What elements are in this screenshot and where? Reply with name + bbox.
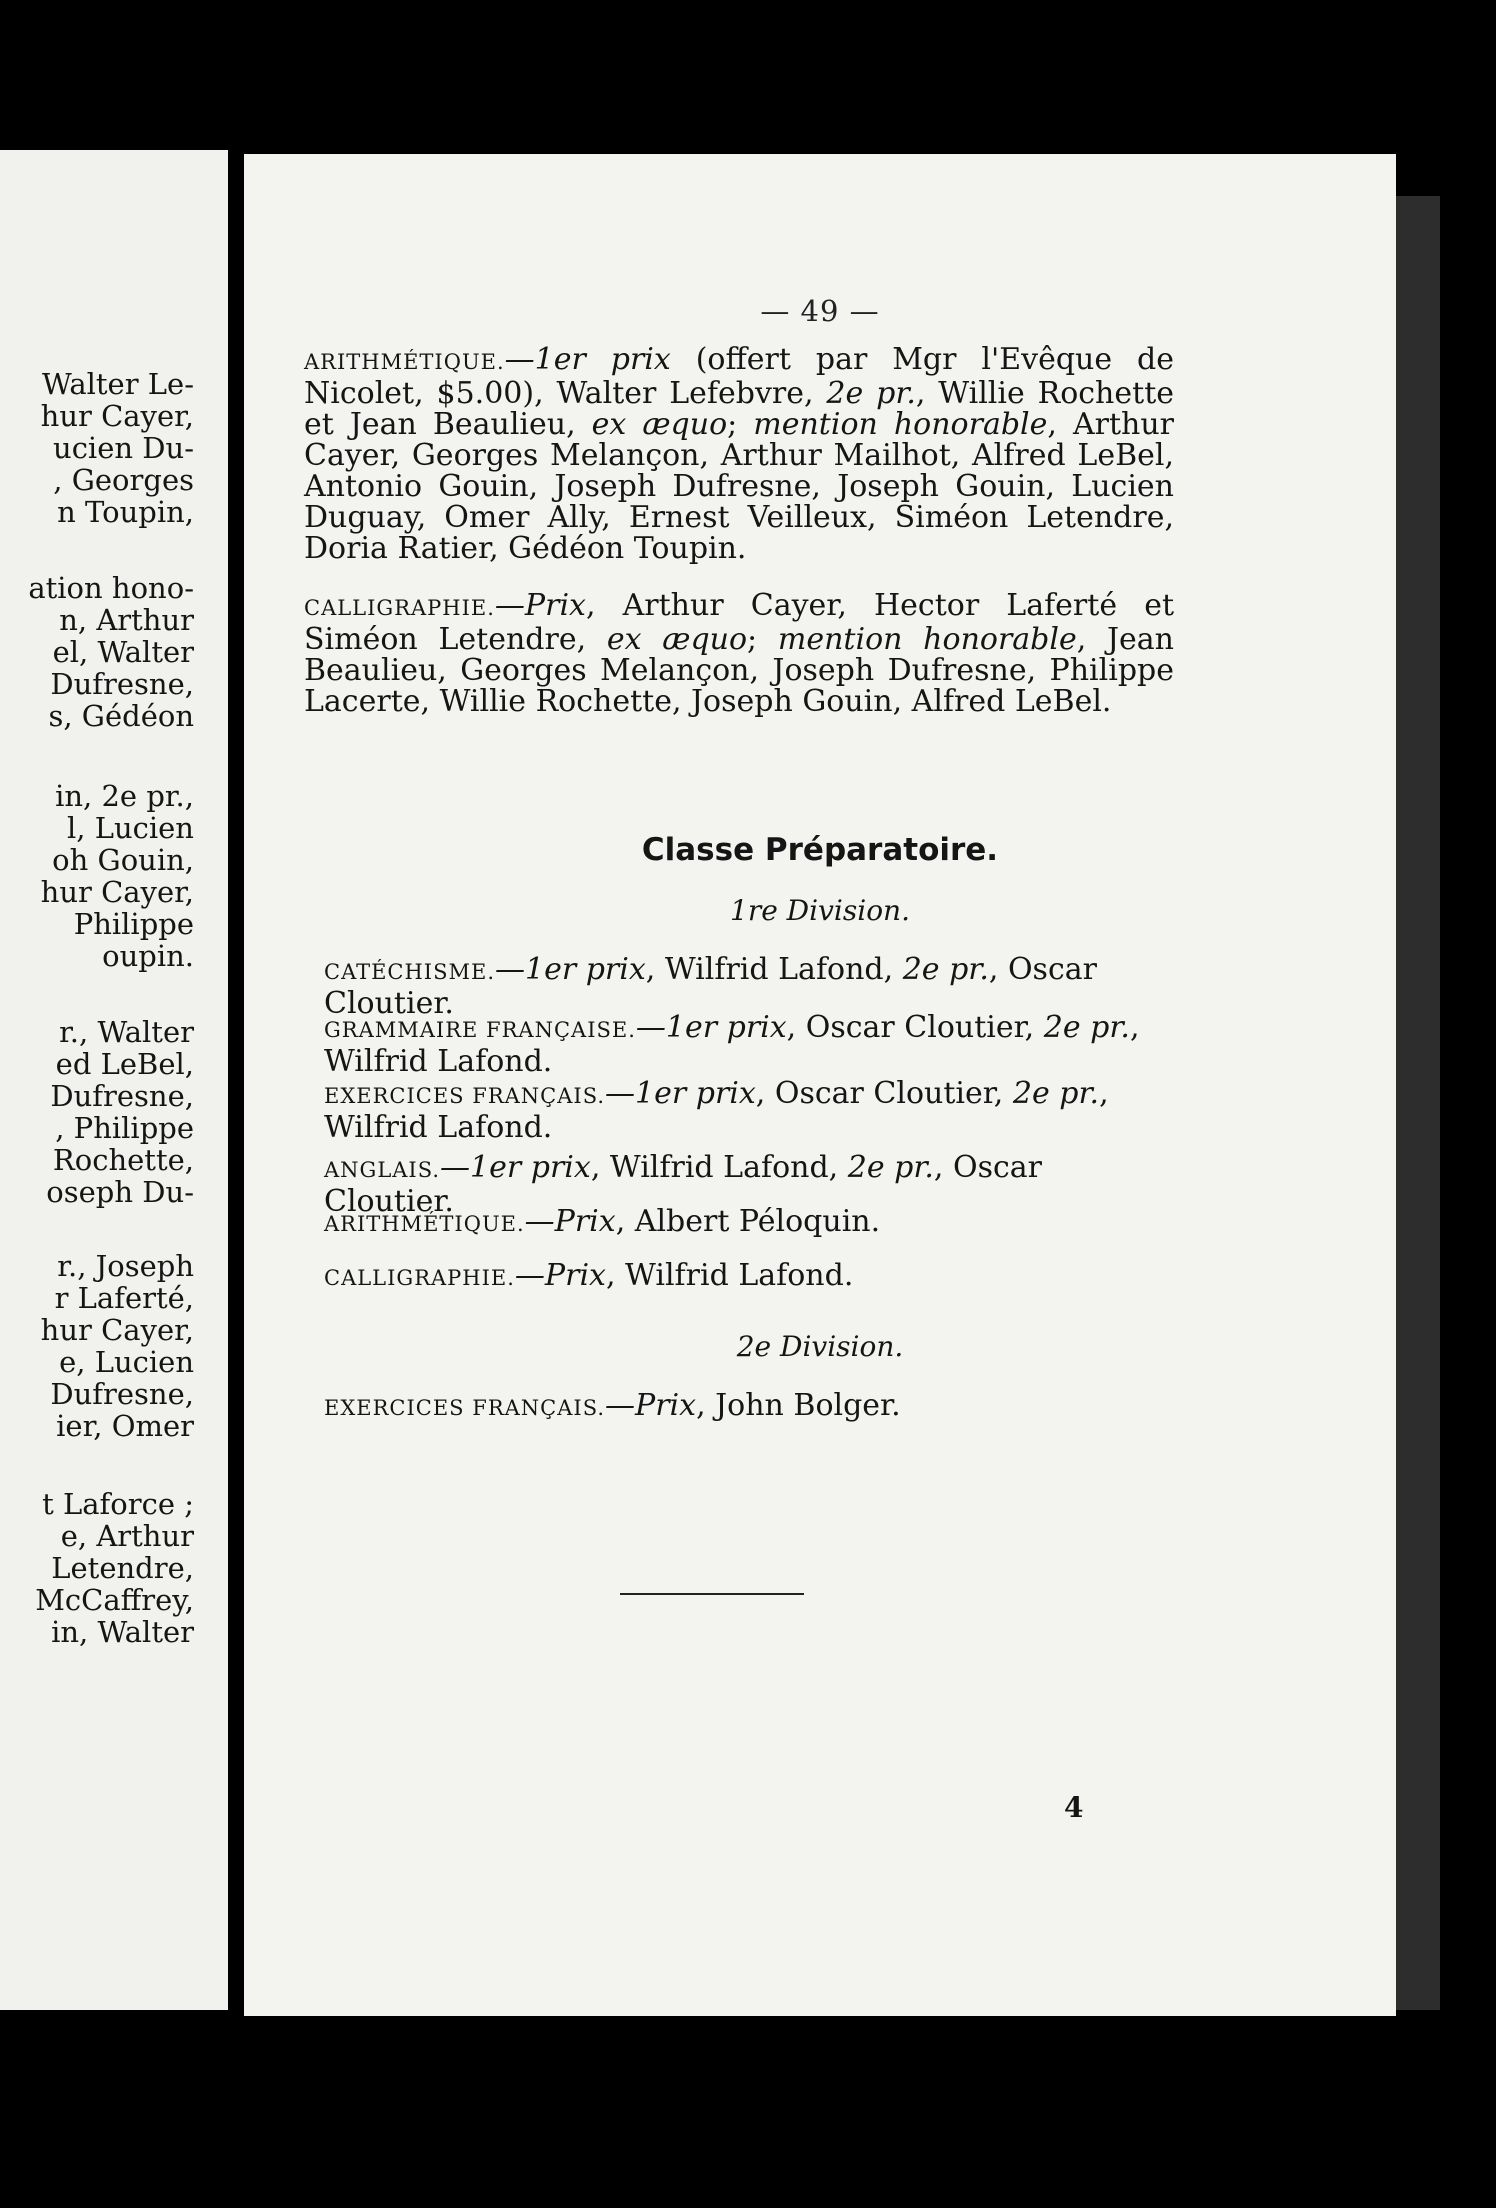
left-page-line: Dufresne, [50,667,194,701]
arithmetique-text3: ; [727,407,754,442]
entry-label: EXERCICES FRANÇAIS. [324,1396,606,1420]
entry-p2: 2e pr. [1043,1010,1130,1045]
calligraphie-label: CALLIGRAPHIE. [304,596,495,620]
calligraphie-text2: ; [747,622,778,657]
calligraphie-text3: , Jean Beaulieu, Georges Melançon, Joseph Dufresne, Philippe Lacerte, Willie Rochette, Joseph Gouin, Alfred LeBel. [304,622,1174,719]
left-page-line: ier, Omer [56,1409,194,1443]
entry-p1: —Prix [514,1258,606,1293]
left-page-line: oseph Du- [46,1175,194,1209]
prize-entry [324,1390,1174,1424]
left-page-line: n Toupin, [57,495,194,529]
left-page-line: r Laferté, [54,1281,194,1315]
left-page-line: Letendre, [51,1551,194,1585]
left-page-line: ed LeBel, [55,1047,194,1081]
prize-entry [324,1260,1174,1294]
entry-t1: , Wilfrid Lafond, [590,1150,848,1185]
entry-p1: —1er prix [635,1010,787,1045]
entry-p1: —1er prix [495,952,646,987]
left-page-line: Rochette, [52,1143,194,1177]
calligraphie-mention: mention honorable [777,622,1077,657]
prize-entry [324,1078,1174,1143]
entry-t1: , Albert Péloquin. [615,1204,881,1239]
entry-t2: , Oscar Cloutier. [324,952,1097,1021]
entry-p1: —1er prix [440,1150,591,1185]
left-page-line: e, Arthur [60,1519,194,1553]
page-number: — 49 — [760,294,880,328]
left-page-line: oupin. [102,939,194,973]
left-page-line: in, 2e pr., [55,779,194,813]
arithmetique-label: ARITHMÉTIQUE. [304,350,505,374]
arithmetique-aequo: ex æquo [591,407,728,442]
left-page-line: McCaffrey, [35,1583,194,1617]
left-page-line: Dufresne, [50,1079,194,1113]
left-page-line: hur Cayer, [40,1313,194,1347]
entry-p2: 2e pr. [1012,1076,1100,1111]
left-page-line: r., Walter [59,1015,194,1049]
entry-t1: , Wilfrid Lafond, [645,952,903,987]
left-page-line: Dufresne, [50,1377,194,1411]
left-page-line: ucien Du- [53,431,194,465]
entry-t1: , Oscar Cloutier, [755,1076,1013,1111]
left-page-line: hur Cayer, [40,875,194,909]
entry-t1: , Oscar Cloutier, [786,1010,1044,1045]
left-facing-page [0,150,228,2010]
left-page-line: el, Walter [52,635,194,669]
left-page-line: s, Gédéon [48,699,194,733]
entry-t2: , Oscar Cloutier. [324,1150,1043,1219]
left-page-line: oh Gouin, [52,843,194,877]
entry-t1: , Wilfrid Lafond. [605,1258,854,1293]
arithmetique-prize2: 2e pr. [826,376,916,411]
signature-mark: 4 [1064,1791,1084,1824]
left-page-line: l, Lucien [66,811,194,845]
left-page-line: Philippe [73,907,194,941]
horizontal-rule [620,1593,804,1595]
left-page-line: Walter Le- [42,367,194,401]
left-page-line: r., Joseph [57,1249,194,1283]
arithmetique-prize1: —1er prix [504,342,671,377]
section-heading: Classe Préparatoire. [641,832,999,868]
entry-t2: , Wilfrid Lafond. [324,1076,1109,1145]
left-page-line: e, Lucien [59,1345,194,1379]
arithmetique-mention: mention honorable [753,407,1048,442]
entry-p2: 2e pr. [902,952,989,987]
prize-entry [324,1012,1174,1077]
left-page-line: , Georges [53,463,194,497]
entry-p1: —1er prix [605,1076,756,1111]
left-page-line: t Laforce ; [42,1487,194,1521]
entry-p2: 2e pr. [847,1150,934,1185]
entry-p1: —Prix [605,1388,697,1423]
division-2-title: 2e Division. [736,1330,904,1363]
arithmetique-text4: , Arthur Cayer, Georges Melançon, Arthur Mailhot, Alfred LeBel, Antonio Gouin, Joseph Dufresne, Joseph Gouin, Lucien Duguay, Omer Ally, Ernest Veilleux, Siméon Letendre, Doria Ratier, Gédéon Toupin. [304,407,1174,566]
calligraphie-paragraph [304,590,1174,739]
book-binding [1396,196,1440,2010]
entry-p1: —Prix [524,1204,616,1239]
arithmetique-text1: (offert par Mgr l'Evêque de Nicolet, $5.00), Walter Lefebvre, [304,342,1174,411]
right-page [244,154,1396,2016]
left-page-line: in, Walter [51,1615,194,1649]
left-page-line: hur Cayer, [40,399,194,433]
entry-label: EXERCICES FRANÇAIS. [324,1084,606,1108]
entry-label: ANGLAIS. [324,1158,441,1182]
entry-t2: , Wilfrid Lafond. [324,1010,1140,1079]
entry-t1: , John Bolger. [696,1388,901,1423]
calligraphie-aequo: ex æquo [606,622,748,657]
calligraphie-prize: —Prix [494,588,586,623]
prize-entry [324,1206,1174,1240]
arithmetique-text2: , Willie Rochette et Jean Beaulieu, [304,376,1174,442]
entry-label: ARITHMÉTIQUE. [324,1212,525,1236]
division-1-title: 1re Division. [730,894,910,927]
entry-label: GRAMMAIRE FRANÇAISE. [324,1018,636,1042]
left-page-line: ation hono- [28,571,194,605]
arithmetique-paragraph [304,344,1174,586]
calligraphie-text1: , Arthur Cayer, Hector Laferté et Siméon Letendre, [304,588,1174,657]
left-page-line: n, Arthur [59,603,194,637]
left-page-line: , Philippe [55,1111,194,1145]
entry-label: CALLIGRAPHIE. [324,1266,515,1290]
entry-label: CATÉCHISME. [324,960,495,984]
